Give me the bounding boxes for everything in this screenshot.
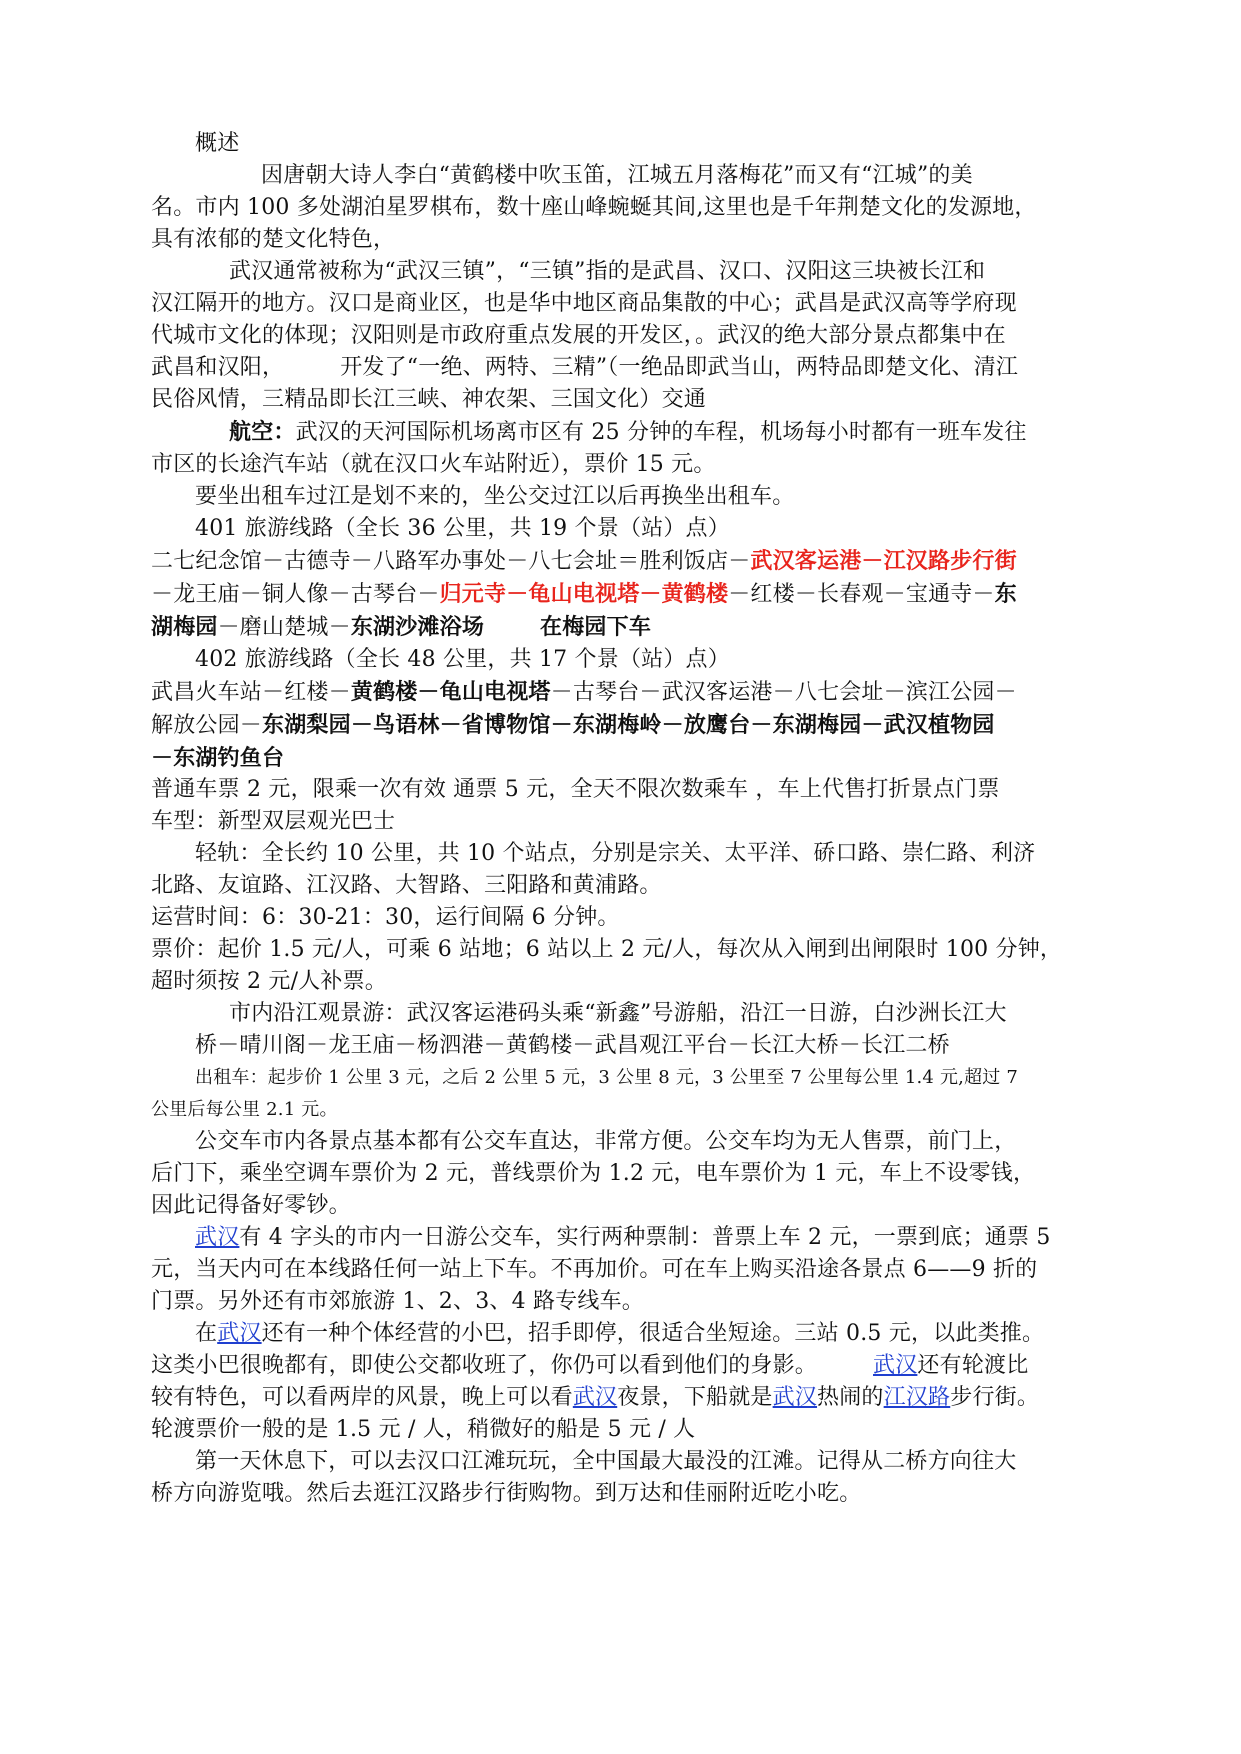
minibus-line bbox=[151, 1382, 1131, 1414]
route-402-title: 402 旅游线路（全长 48 公里，共 17 个景（站）点） bbox=[195, 647, 730, 672]
text: 武昌火车站－红楼－ bbox=[151, 680, 351, 705]
rail-line: 北路、友谊路、江汉路、大智路、三阳路和黄浦路。 bbox=[151, 873, 662, 898]
section-title: 概述 bbox=[195, 131, 240, 156]
taxi-line: 出租车：起步价 1 公里 3 元，之后 2 公里 5 元，3 公里 8 元，3 公里至 7 公里每公里 1.4 元,超过 7 bbox=[195, 1067, 1019, 1088]
river-line: 市内沿江观景游：武汉客运港码头乘“新鑫”号游船，沿江一日游，白沙洲长江大 bbox=[229, 1001, 1007, 1026]
air-line bbox=[151, 416, 1131, 449]
rail-line: 轻轨：全长约 10 公里，共 10 个站点，分别是宗关、太平洋、硚口路、崇仁路、利济 bbox=[195, 841, 1036, 866]
route-402-line bbox=[151, 709, 1131, 742]
route-401-title: 401 旅游线路（全长 36 公里，共 19 个景（站）点） bbox=[195, 516, 730, 541]
text: 武汉的天河国际机场离市区有 25 分钟的车程，机场每小时都有一班车发往 bbox=[295, 420, 1027, 445]
bold: 黄鹤楼－龟山电视塔 bbox=[350, 679, 551, 705]
text: 解放公园－ bbox=[151, 713, 263, 738]
text: －磨山楚城－ bbox=[217, 615, 351, 640]
route-402-line bbox=[151, 676, 1131, 709]
intro-line: 具有浓郁的楚文化特色， bbox=[151, 227, 396, 252]
text: －古琴台－武汉客运港－八七会址－滨江公园－ bbox=[550, 680, 1017, 705]
wuhan-link[interactable]: 武汉 bbox=[772, 1385, 818, 1410]
text: 热闹的 bbox=[817, 1385, 884, 1410]
text: 这类小巴很晚都有，即使公交都收班了，你仍可以看到他们的身影。 bbox=[151, 1353, 818, 1378]
bus-line: 公交车市内各景点基本都有公交车直达，非常方便。公交车均为无人售票，前门上， bbox=[195, 1129, 1017, 1154]
bold: 在梅园下车 bbox=[540, 614, 652, 640]
text: 二七纪念馆－古德寺－八路军办事处－八七会址＝胜利饭店－ bbox=[151, 549, 751, 574]
wuhan-link[interactable]: 武汉 bbox=[217, 1321, 262, 1346]
air-label: 航空： bbox=[229, 419, 296, 445]
three-towns-line: 代城市文化的体现；汉阳则是市政府重点发展的开发区，。武汉的绝大部分景点都集中在 bbox=[151, 323, 1006, 348]
first-day-line: 桥方向游览哦。然后去逛江汉路步行街购物。到万达和佳丽附近吃小吃。 bbox=[151, 1481, 862, 1506]
intro-line: 名。市内 100 多处湖泊星罗棋布，数十座山峰蜿蜒其间,这里也是千年荆楚文化的发源地， bbox=[151, 195, 1037, 220]
day-tour-line: 元，当天内可在本线路任何一站上下车。不再加价。可在车上购买沿途各景点 6——9 折的 bbox=[151, 1257, 1038, 1282]
three-towns-line: 民俗风情，三精品即长江三峡、神农架、三国文化）交通 bbox=[151, 387, 707, 412]
text: －红楼－长春观－宝通寺－ bbox=[728, 582, 995, 607]
taxi-note: 要坐出租车过江是划不来的，坐公交过江以后再换坐出租车。 bbox=[195, 484, 795, 509]
day-tour-line bbox=[151, 1222, 1131, 1254]
bold: 东湖沙滩浴场 bbox=[350, 614, 485, 640]
text: 武昌和汉阳， bbox=[151, 355, 285, 380]
text: 在 bbox=[195, 1321, 218, 1346]
bold: 湖梅园 bbox=[151, 614, 218, 640]
minibus-line bbox=[151, 1318, 1131, 1350]
hours-line: 运营时间：6：30-21：30，运行间隔 6 分钟。 bbox=[151, 905, 620, 930]
price-line: 超时须按 2 元/人补票。 bbox=[151, 969, 387, 994]
route-401-line bbox=[151, 545, 1131, 578]
text: 还有轮渡比 bbox=[917, 1353, 1029, 1378]
air-line: 市区的长途汽车站（就在汉口火车站附近），票价 15 元。 bbox=[151, 452, 716, 477]
first-day-line: 第一天休息下，可以去汉口江滩玩玩，全中国最大最没的江滩。记得从二桥方向往大 bbox=[195, 1449, 1017, 1474]
minibus-line bbox=[151, 1350, 1131, 1382]
taxi-line: 公里后每公里 2.1 元。 bbox=[151, 1099, 338, 1120]
text: 夜景，下船就是 bbox=[617, 1385, 773, 1410]
three-towns-line bbox=[151, 352, 1131, 384]
bold: 东 bbox=[994, 581, 1017, 607]
highlight: 武汉客运港－江汉路步行街 bbox=[750, 548, 1017, 574]
route-401-line bbox=[151, 578, 1131, 611]
river-line: 桥－晴川阁－龙王庙－杨泗港－黄鹤楼－武昌观江平台－长江大桥－长江二桥 bbox=[195, 1033, 950, 1058]
three-towns-line: 汉江隔开的地方。汉口是商业区，也是华中地区商品集散的中心；武昌是武汉高等学府现 bbox=[151, 291, 1017, 316]
text: －龙王庙－铜人像－古琴台－ bbox=[151, 582, 440, 607]
document-body bbox=[151, 128, 1131, 1510]
wuhan-link[interactable]: 武汉 bbox=[873, 1353, 918, 1378]
wuhan-link[interactable]: 武汉 bbox=[195, 1225, 240, 1250]
bus-type: 车型：新型双层观光巴士 bbox=[151, 809, 396, 834]
bus-line: 因此记得备好零钞。 bbox=[151, 1193, 351, 1218]
bold: 东湖梨园－鸟语林－省博物馆－东湖梅岭－放鹰台－东湖梅园－武汉植物园 bbox=[262, 712, 995, 738]
day-tour-line: 门票。另外还有市郊旅游 1、2、3、4 路专线车。 bbox=[151, 1289, 644, 1314]
three-towns-line: 武汉通常被称为“武汉三镇”，“三镇”指的是武昌、汉口、汉阳这三块被长江和 bbox=[229, 259, 986, 284]
price-line: 票价：起价 1.5 元/人，可乘 6 站地；6 站以上 2 元/人，每次从入闸到出闸限时 100 分钟， bbox=[151, 937, 1063, 962]
minibus-line: 轮渡票价一般的是 1.5 元 / 人，稍微好的船是 5 元 / 人 bbox=[151, 1417, 696, 1442]
text: 开发了“一绝、两特、三精”（一绝品即武当山，两特品即楚文化、清江 bbox=[340, 355, 1019, 380]
text: 较有特色，可以看两岸的风景，晚上可以看 bbox=[151, 1385, 573, 1410]
fare-line: 普通车票 2 元，限乘一次有效 通票 5 元，全天不限次数乘车 ，车上代售打折景点门票 bbox=[151, 777, 1000, 802]
highlight: 归元寺－龟山电视塔－黄鹤楼 bbox=[439, 581, 729, 607]
wuhan-link[interactable]: 武汉 bbox=[572, 1385, 618, 1410]
text: 还有一种个体经营的小巴，招手即停，很适合坐短途。三站 0.5 元，以此类推。 bbox=[261, 1321, 1045, 1346]
text: 步行街。 bbox=[950, 1385, 1040, 1410]
intro-line: 因唐朝大诗人李白“黄鹤楼中吹玉笛，江城五月落梅花”而又有“江城”的美 bbox=[261, 163, 973, 188]
jianghan-road-link[interactable]: 江汉路 bbox=[883, 1385, 951, 1410]
bus-line: 后门下，乘坐空调车票价为 2 元，普线票价为 1.2 元，电车票价为 1 元，车上不设零钱， bbox=[151, 1161, 1036, 1186]
route-402-line: －东湖钓鱼台 bbox=[151, 745, 285, 771]
route-401-line bbox=[151, 611, 1131, 644]
text: 有 4 字头的市内一日游公交车，实行两种票制：普票上车 2 元，一票到底；通票 5 bbox=[239, 1225, 1051, 1250]
